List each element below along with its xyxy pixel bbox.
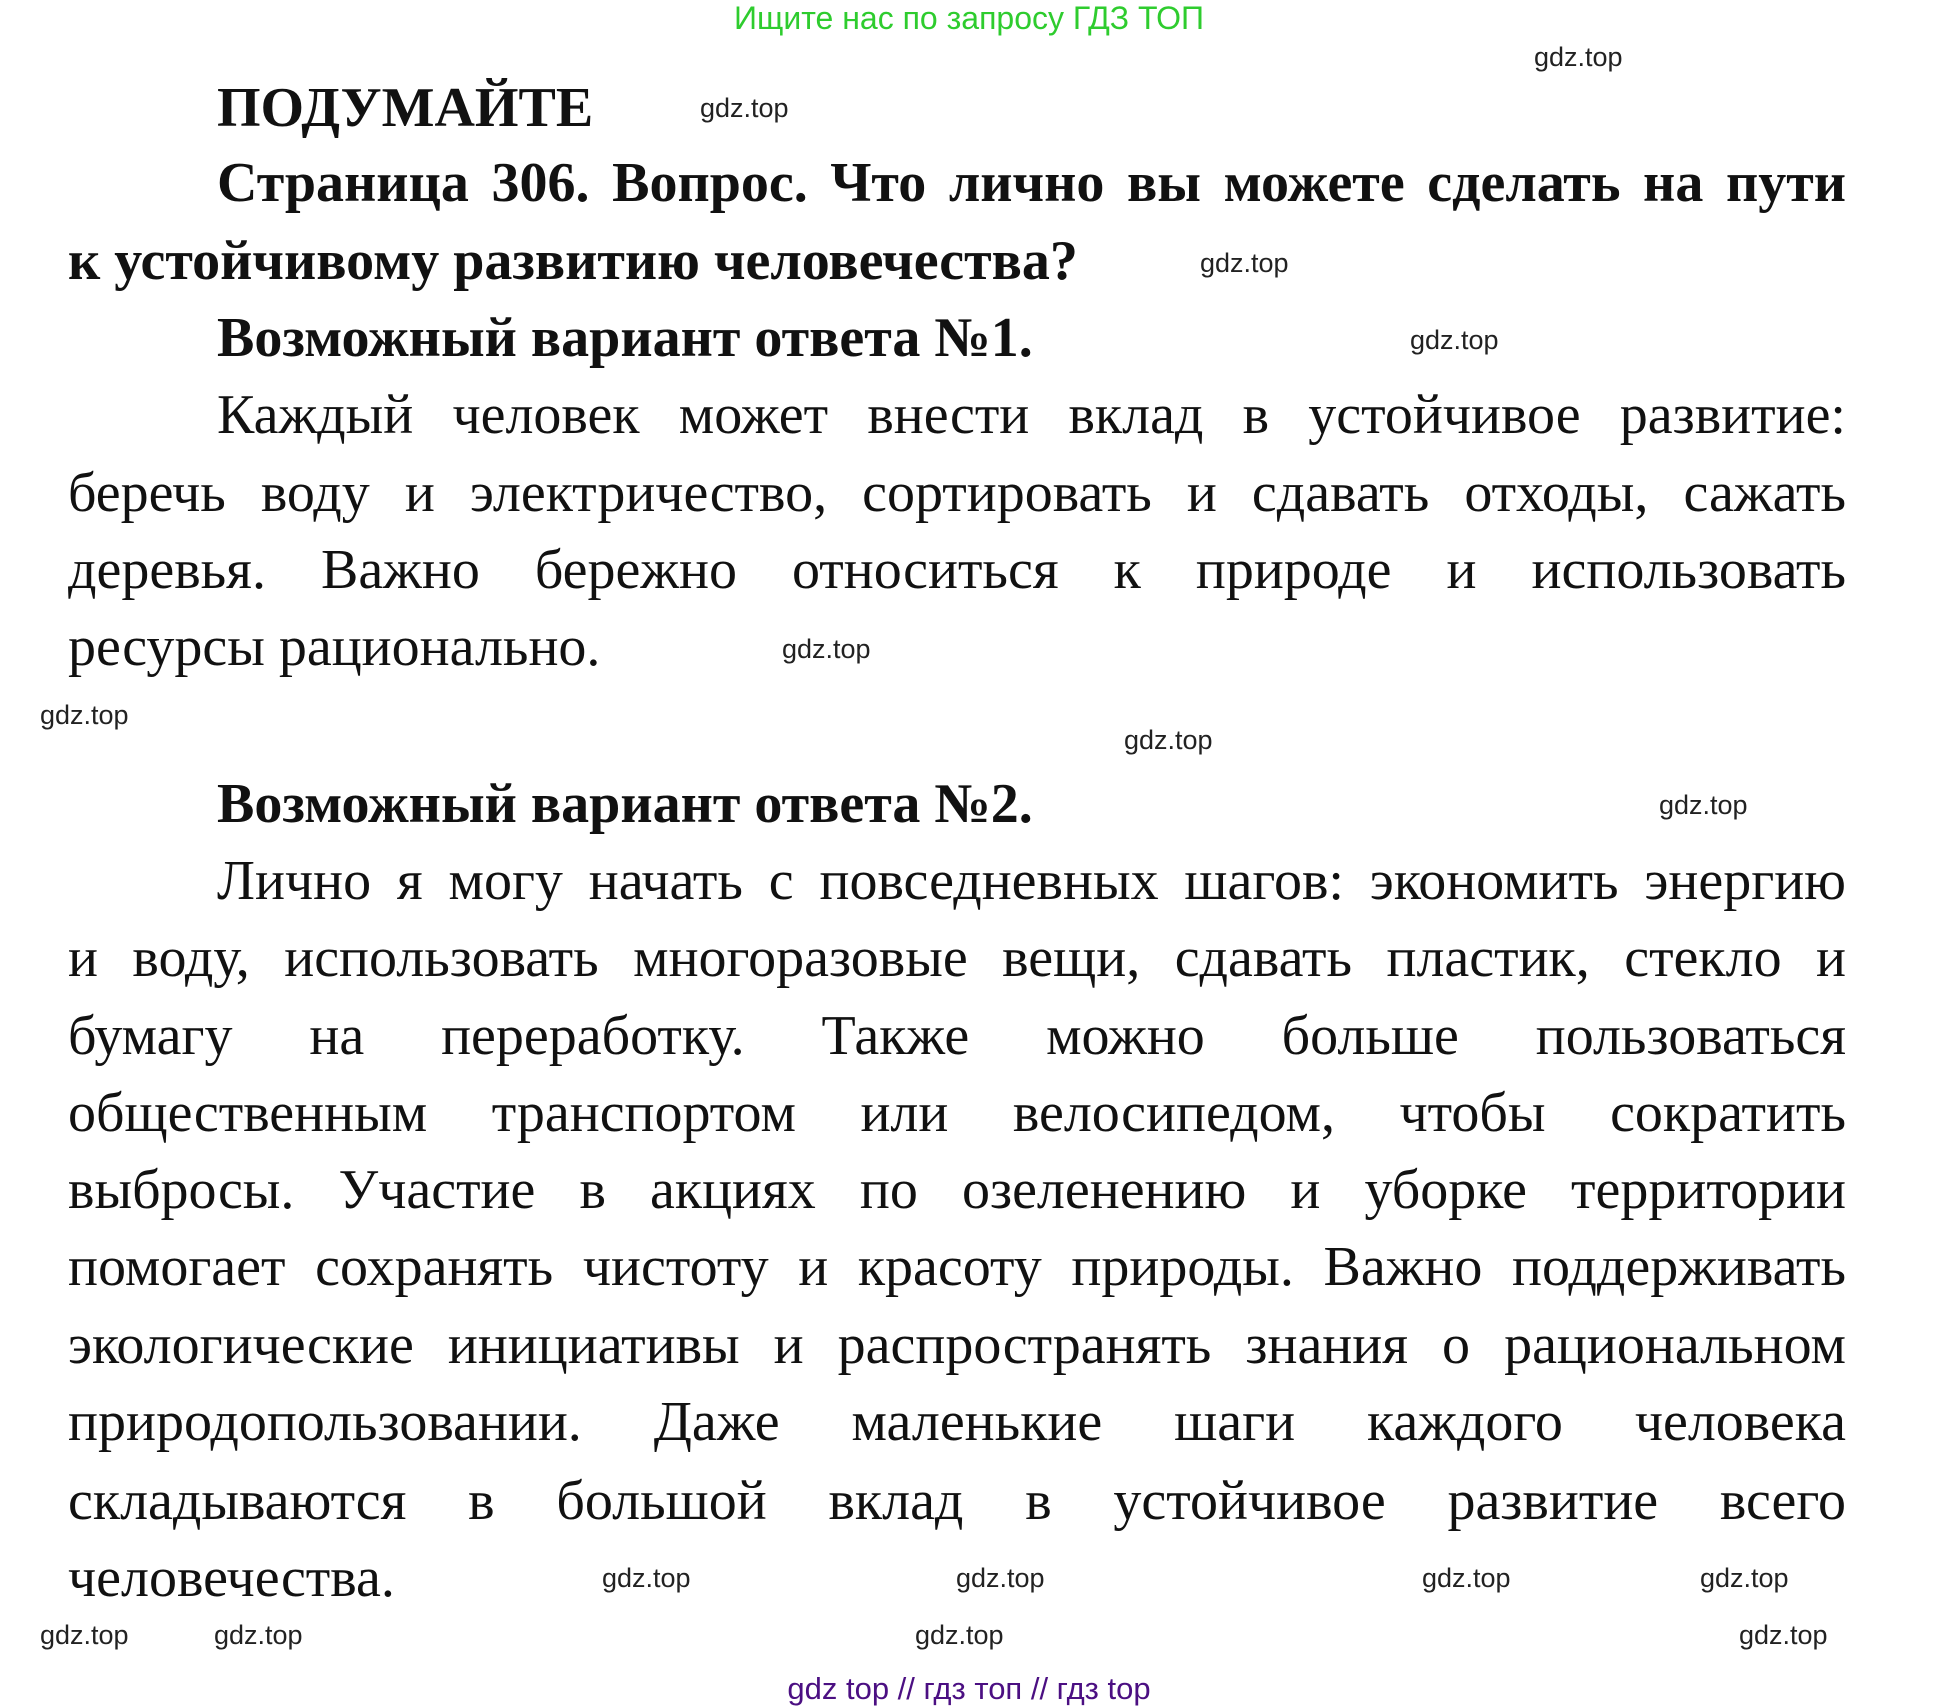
answer-line: деревья. Важно бережно относиться к природе и использовать	[68, 539, 1846, 601]
watermark-text: gdz.top	[1534, 42, 1623, 72]
question-text: Страница 306. Вопрос. Что лично вы можете сделать на пути	[217, 152, 1846, 214]
answer-line: человечества.	[68, 1547, 395, 1609]
answer-line: Каждый человек может внести вклад в устойчивое развитие:	[217, 384, 1846, 446]
answer-line: выбросы. Участие в акциях по озеленению и уборке территории	[68, 1159, 1846, 1221]
watermark-text: gdz.top	[700, 93, 789, 123]
watermark-text: gdz.top	[40, 700, 129, 730]
watermark-text: gdz.top	[1659, 790, 1748, 820]
answer-line: природопользовании. Даже маленькие шаги каждого человека	[68, 1391, 1846, 1453]
watermark-text: gdz.top	[214, 1620, 303, 1650]
watermark-text: gdz.top	[1200, 248, 1289, 278]
answer-line: беречь воду и электричество, сортировать и сдавать отходы, сажать	[68, 462, 1846, 524]
watermark-text: gdz.top	[1422, 1563, 1511, 1593]
answer-line: экологические инициативы и распространять знания о рациональном	[68, 1314, 1846, 1376]
watermark-text: gdz.top	[1739, 1620, 1828, 1650]
answer-line: и воду, использовать многоразовые вещи, сдавать пластик, стекло и	[68, 927, 1846, 989]
answer-line: общественным транспортом или велосипедом, чтобы сократить	[68, 1082, 1846, 1144]
answer-line: складываются в большой вклад в устойчивое развитие всего	[68, 1470, 1846, 1532]
answer-line: ресурсы рационально.	[68, 616, 601, 678]
watermark-text: gdz.top	[1410, 325, 1499, 355]
search-banner: Ищите нас по запросу ГДЗ ТОП	[734, 0, 1204, 36]
answer-line: Лично я могу начать с повседневных шагов: экономить энергию	[217, 850, 1846, 912]
watermark-text: gdz.top	[782, 634, 871, 664]
watermark-text: gdz.top	[1700, 1563, 1789, 1593]
watermark-text: gdz.top	[915, 1620, 1004, 1650]
watermark-text: gdz.top	[1124, 725, 1213, 755]
watermark-text: gdz.top	[40, 1620, 129, 1650]
footer-links[interactable]: gdz top // гдз топ // гдз top	[787, 1671, 1151, 1706]
watermark-text: gdz.top	[956, 1563, 1045, 1593]
section-title: ПОДУМАЙТЕ	[217, 77, 594, 139]
answer-line: помогает сохранять чистоту и красоту природы. Важно поддерживать	[68, 1236, 1846, 1298]
question-text: к устойчивому развитию человечества?	[68, 230, 1078, 292]
answer-heading: Возможный вариант ответа №2.	[217, 773, 1033, 835]
answer-heading: Возможный вариант ответа №1.	[217, 307, 1033, 369]
watermark-text: gdz.top	[602, 1563, 691, 1593]
answer-line: бумагу на переработку. Также можно больше пользоваться	[68, 1005, 1846, 1067]
